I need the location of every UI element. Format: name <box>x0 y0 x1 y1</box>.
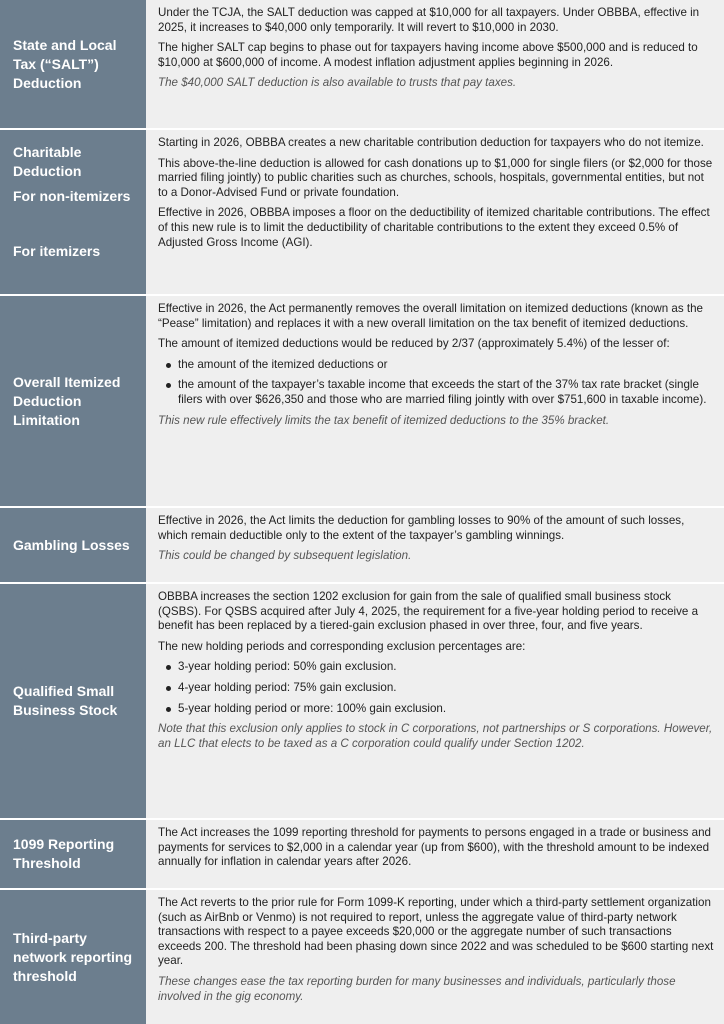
row-label-text: State and Local Tax (“SALT”) Deduction <box>13 36 117 91</box>
row-label-text: Qualified Small Business Stock <box>13 683 118 718</box>
row-label <box>0 584 146 818</box>
row-content <box>146 820 724 888</box>
paragraph: OBBBA increases the section 1202 exclusion for gain from the sale of qualified small business stock (QSBS). For QSBS acquired after July 4, 2025, the requirement for a five-year holding period to receive a benefit has been replaced by a tiered-gain exclusion phased in over three, four, and five years. <box>158 590 699 633</box>
bullet-item: the amount of the itemized deductions or <box>158 358 714 373</box>
bullet-item: the amount of the taxpayer’s taxable income that exceeds the start of the 37% tax rate bracket (single filers with over $626,350 and those who are married filing jointly with over $751,600 in taxable income). <box>158 378 714 407</box>
row-label <box>0 130 146 294</box>
row-label-text: Charitable Deduction <box>13 144 82 179</box>
paragraph: The Act reverts to the prior rule for Form 1099-K reporting, under which a third-party settlement organization (such as AirBnb or Venmo) is not required to report, unless the aggregate value of third-party network transactions with respect to a payee exceeds $20,000 or the aggregate number of such transactions exceeds 200. The threshold had been phasing down since 2022 and was scheduled to be $600 starting next year. <box>158 896 714 968</box>
row-content <box>146 296 724 506</box>
note: Note that this exclusion only applies to stock in C corporations, not partnerships or S corporations. However, an LLC that elects to be taxed as a C corporation could qualify under Section 1202. <box>158 722 713 750</box>
bullet-list <box>158 660 714 716</box>
row-salt-deduction <box>0 0 724 130</box>
row-gambling-losses <box>0 508 724 584</box>
row-content <box>146 890 724 1024</box>
row-label <box>0 820 146 888</box>
bullet-item: 5-year holding period or more: 100% gain exclusion. <box>158 702 714 717</box>
bullet-item: 4-year holding period: 75% gain exclusion. <box>158 681 714 696</box>
row-content <box>146 0 724 128</box>
row-1099-reporting-threshold <box>0 820 724 890</box>
paragraph: Effective in 2026, OBBBA imposes a floor on the deductibility of itemized charitable contributions. The effect of this new rule is to limit the deductibility of charitable contributions to the extent they exceed 0.5% of Adjusted Gross Income (AGI). <box>158 206 710 249</box>
row-label <box>0 296 146 506</box>
bullet-item: 3-year holding period: 50% gain exclusion. <box>158 660 714 675</box>
row-third-party-network-reporting <box>0 890 724 1024</box>
row-label <box>0 890 146 1024</box>
paragraph: The amount of itemized deductions would be reduced by 2/37 (approximately 5.4%) of the lesser of: <box>158 337 670 351</box>
paragraph: Effective in 2026, the Act permanently removes the overall limitation on itemized deductions (known as the “Pease” limitation) and replaces it with a new overall limitation on the tax benefit of itemized deductions. <box>158 302 703 330</box>
paragraph: The higher SALT cap begins to phase out for taxpayers having income above $500,000 and is reduced to $10,000 at $600,000 of income. A modest inflation adjustment applies beginning in 2026. <box>158 41 698 69</box>
paragraph: Starting in 2026, OBBBA creates a new charitable contribution deduction for taxpayers who do not itemize. <box>158 136 704 149</box>
paragraph: Under the TCJA, the SALT deduction was capped at $10,000 for all taxpayers. Under OBBBA, effective in 2025, it increases to $40,000 only temporarily. It will revert to $10,000 in 2030. <box>158 6 700 34</box>
row-content <box>146 130 724 294</box>
note: The $40,000 SALT deduction is also available to trusts that pay taxes. <box>158 76 517 90</box>
row-label-text: Overall Itemized Deduction Limitation <box>13 373 121 428</box>
sub-label-non-itemizers: For non-itemizers <box>13 188 131 204</box>
sub-label-itemizers: For itemizers <box>13 243 101 259</box>
bullet-list <box>158 358 714 408</box>
row-label <box>0 0 146 128</box>
row-label-text: 1099 Reporting Threshold <box>13 836 115 871</box>
row-label-text: Gambling Losses <box>13 536 130 553</box>
row-charitable-deduction <box>0 130 724 296</box>
row-qualified-small-business-stock <box>0 584 724 820</box>
paragraph: The new holding periods and corresponding exclusion percentages are: <box>158 639 526 653</box>
row-label-text: Third-party network reporting threshold <box>13 929 133 984</box>
note: This could be changed by subsequent legislation. <box>158 549 412 563</box>
row-content <box>146 584 724 818</box>
note: These changes ease the tax reporting burden for many businesses and individuals, particularly those involved in the gig economy. <box>158 974 676 1003</box>
paragraph: This above-the-line deduction is allowed for cash donations up to $1,000 for single filers (or $2,000 for those married filing jointly) to public charities such as churches, schools, hospitals, governmental entities, but not to a Donor-Advised Fund or private foundation. <box>158 156 713 199</box>
row-content <box>146 508 724 582</box>
row-itemized-deduction-limitation <box>0 296 724 508</box>
paragraph: Effective in 2026, the Act limits the deduction for gambling losses to 90% of the amount of such losses, which remain deductible only to the extent of the taxpayer’s gambling winnings. <box>158 514 685 542</box>
row-label <box>0 508 146 582</box>
paragraph: The Act increases the 1099 reporting threshold for payments to persons engaged in a trade or business and payments for services to $2,000 in a calendar year (up from $600), with the threshold amount to be indexed annually for inflation in calendar years after 2026. <box>158 826 711 869</box>
note: This new rule effectively limits the tax benefit of itemized deductions to the 35% bracket. <box>158 413 610 427</box>
